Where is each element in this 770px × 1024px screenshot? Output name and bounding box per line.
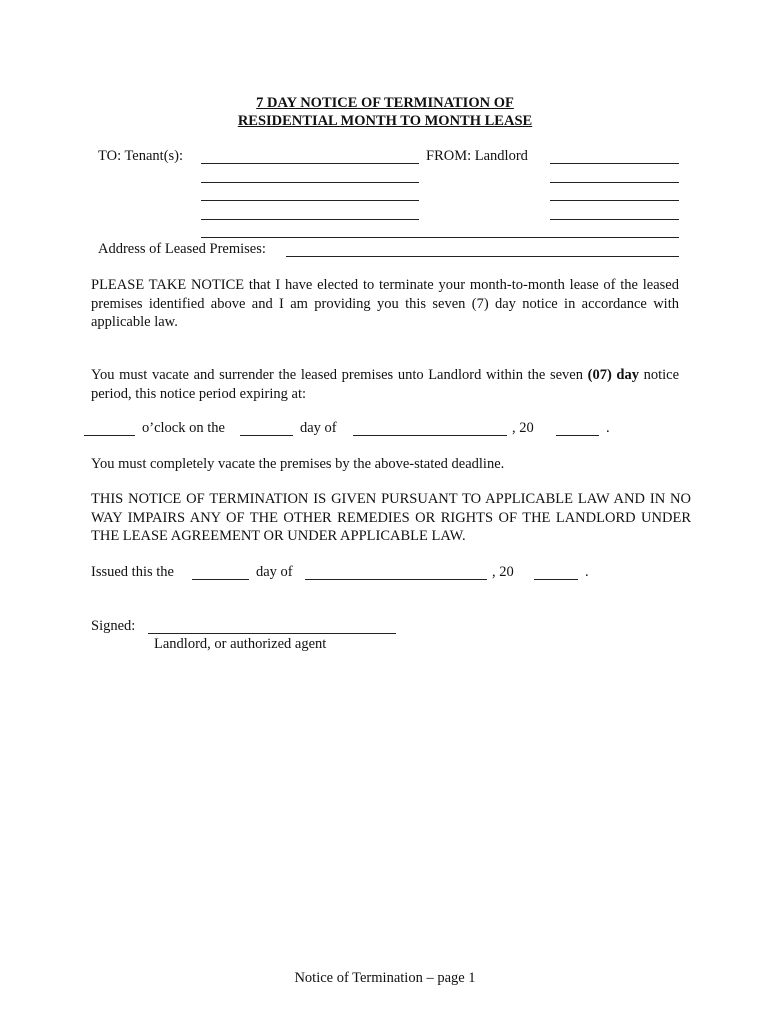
expiry-day-line[interactable]: [240, 435, 293, 436]
legal-notice: THIS NOTICE OF TERMINATION IS GIVEN PURSUANT TO APPLICABLE LAW AND IN NO WAY IMPAIRS ANY OF THE OTHER REMEDIES OR RIGHTS OF THE LANDLORD UNDER THE LEASE AGREEMENT OR UNDER APPLICABLE LAW.: [91, 491, 691, 544]
expiry-year-line[interactable]: [556, 435, 599, 436]
issued-year-prefix: , 20: [492, 564, 514, 580]
signed-label: Signed:: [91, 618, 136, 634]
vacate-text: You must vacate and surrender the leased premises unto Landlord within the seven: [91, 367, 583, 383]
page-footer: Notice of Termination – page 1: [294, 970, 476, 986]
tenant-label: TO: Tenant(s):: [98, 148, 184, 164]
tenant-name-line-1[interactable]: [201, 163, 419, 164]
tenant-name-line-4[interactable]: [201, 219, 419, 220]
issued-day-line[interactable]: [192, 579, 249, 580]
expiry-day-of-text: day of: [300, 420, 337, 436]
expiry-hour-line[interactable]: [84, 435, 135, 436]
expiry-period: .: [606, 420, 610, 436]
address-line[interactable]: [286, 256, 679, 257]
address-label: Address of Leased Premises:: [98, 241, 266, 257]
issued-day-of-text: day of: [256, 564, 293, 580]
expiry-oclock-text: o’clock on the: [142, 420, 225, 436]
address-line-upper[interactable]: [201, 237, 679, 238]
deadline-sentence: You must completely vacate the premises by the above-stated deadline.: [91, 456, 505, 472]
landlord-name-line-2[interactable]: [550, 182, 679, 183]
issued-label: Issued this the: [91, 564, 174, 580]
landlord-name-line-4[interactable]: [550, 219, 679, 220]
expiry-month-line[interactable]: [353, 435, 507, 436]
landlord-name-line-1[interactable]: [550, 163, 679, 164]
vacate-period-bold: (07) day: [587, 367, 639, 383]
vacate-tail: notice period, this notice period expiring at:: [91, 367, 680, 402]
signature-line[interactable]: [148, 633, 396, 634]
tenant-name-line-2[interactable]: [201, 182, 419, 183]
vacate-paragraph: [91, 366, 679, 403]
expiry-year-prefix: , 20: [512, 420, 534, 436]
issued-year-line[interactable]: [534, 579, 578, 580]
issued-month-line[interactable]: [305, 579, 487, 580]
signature-caption: Landlord, or authorized agent: [154, 636, 327, 652]
issued-period: .: [585, 564, 589, 580]
notice-paragraph: PLEASE TAKE NOTICE that I have elected to terminate your month-to-month lease of the leased premises identified above and I am providing you this seven (7) day notice in accordance with applicable law.: [91, 277, 679, 330]
landlord-name-line-3[interactable]: [550, 200, 679, 201]
tenant-name-line-3[interactable]: [201, 200, 419, 201]
document-title-line-2: RESIDENTIAL MONTH TO MONTH LEASE: [237, 113, 533, 129]
landlord-label: FROM: Landlord: [426, 148, 528, 164]
document-title-line-1: 7 DAY NOTICE OF TERMINATION OF: [256, 95, 514, 111]
